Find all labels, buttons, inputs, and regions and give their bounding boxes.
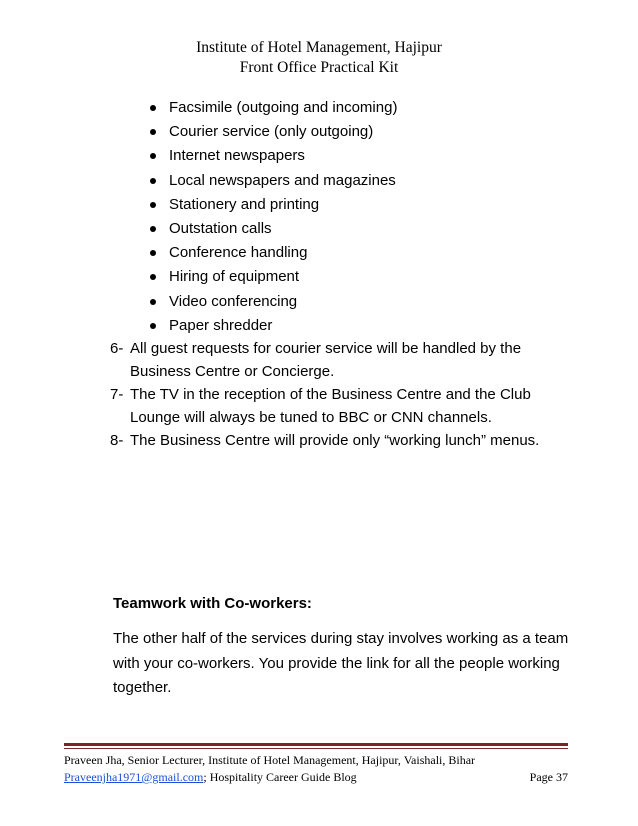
list-item-text: Facsimile (outgoing and incoming) (169, 99, 398, 116)
item-text-line: Lounge will always be tuned to BBC or CNN channels. (130, 408, 492, 426)
list-item-text: Hiring of equipment (169, 268, 300, 286)
list-item-text: Local newspapers and magazines (169, 171, 396, 189)
item-text-line: All guest requests for courier service will be handled by the (130, 340, 522, 357)
page-footer (64, 752, 568, 786)
bullet-icon (150, 153, 156, 159)
list-item-text: Conference handling (169, 244, 308, 262)
bullet-icon (150, 274, 156, 280)
numbered-item-6 (110, 338, 560, 383)
footer-contact-line (64, 769, 568, 786)
footer-author-line: Praveen Jha, Senior Lecturer, Institute of Hotel Management, Hajipur, Vaishali, Bihar (64, 753, 476, 767)
page-number: Page 37 (529, 770, 568, 784)
section-paragraph: The other half of the services during stay involves working as a team with your co-workers. You provide the link for all the people working together. (113, 630, 569, 696)
list-item (150, 314, 397, 338)
bullet-icon (150, 129, 156, 135)
list-item-text: Outstation calls (169, 219, 272, 237)
list-item-text: Courier service (only outgoing) (169, 123, 374, 141)
numbered-item-7 (110, 384, 560, 429)
list-item-text: Video conferencing (169, 292, 298, 310)
list-item-text: Stationery and printing (169, 195, 320, 213)
bullet-icon (150, 250, 156, 256)
list-item (150, 169, 397, 193)
bullet-icon (150, 323, 156, 329)
header-institute: Institute of Hotel Management, Hajipur (196, 39, 442, 56)
list-item (150, 144, 397, 168)
section-heading: Teamwork with Co-workers: (113, 595, 312, 612)
list-item-text: Internet newspapers (169, 147, 305, 165)
bullet-icon (150, 178, 156, 184)
list-item (150, 217, 397, 241)
list-item (150, 265, 397, 289)
list-item-text: Paper shredder (169, 316, 273, 334)
services-bullet-list (150, 96, 397, 338)
item-text-line: The TV in the reception of the Business Centre and the Club (130, 386, 531, 403)
item-text-line: Business Centre or Concierge. (130, 362, 335, 380)
list-item (150, 120, 397, 144)
item-number: 7- (110, 386, 124, 403)
numbered-item-8 (110, 430, 560, 453)
item-text-line: The Business Centre will provide only “working lunch” menus. (130, 432, 540, 449)
list-item (150, 96, 397, 120)
footer-blog-text: ; Hospitality Career Guide Blog (203, 770, 357, 784)
bullet-icon (150, 226, 156, 232)
header-kit-title: Front Office Practical Kit (239, 59, 399, 76)
list-item (150, 193, 397, 217)
item-number: 8- (110, 432, 124, 449)
item-number: 6- (110, 340, 124, 357)
bullet-icon (150, 105, 156, 111)
list-item (150, 290, 397, 314)
list-item (150, 241, 397, 265)
author-email-link[interactable]: Praveenjha1971@gmail.com (64, 770, 204, 784)
page-header (0, 38, 638, 78)
footer-divider (64, 743, 568, 746)
bullet-icon (150, 202, 156, 208)
footer-divider-thin (64, 748, 568, 749)
policy-numbered-list (110, 338, 560, 454)
bullet-icon (150, 299, 156, 305)
